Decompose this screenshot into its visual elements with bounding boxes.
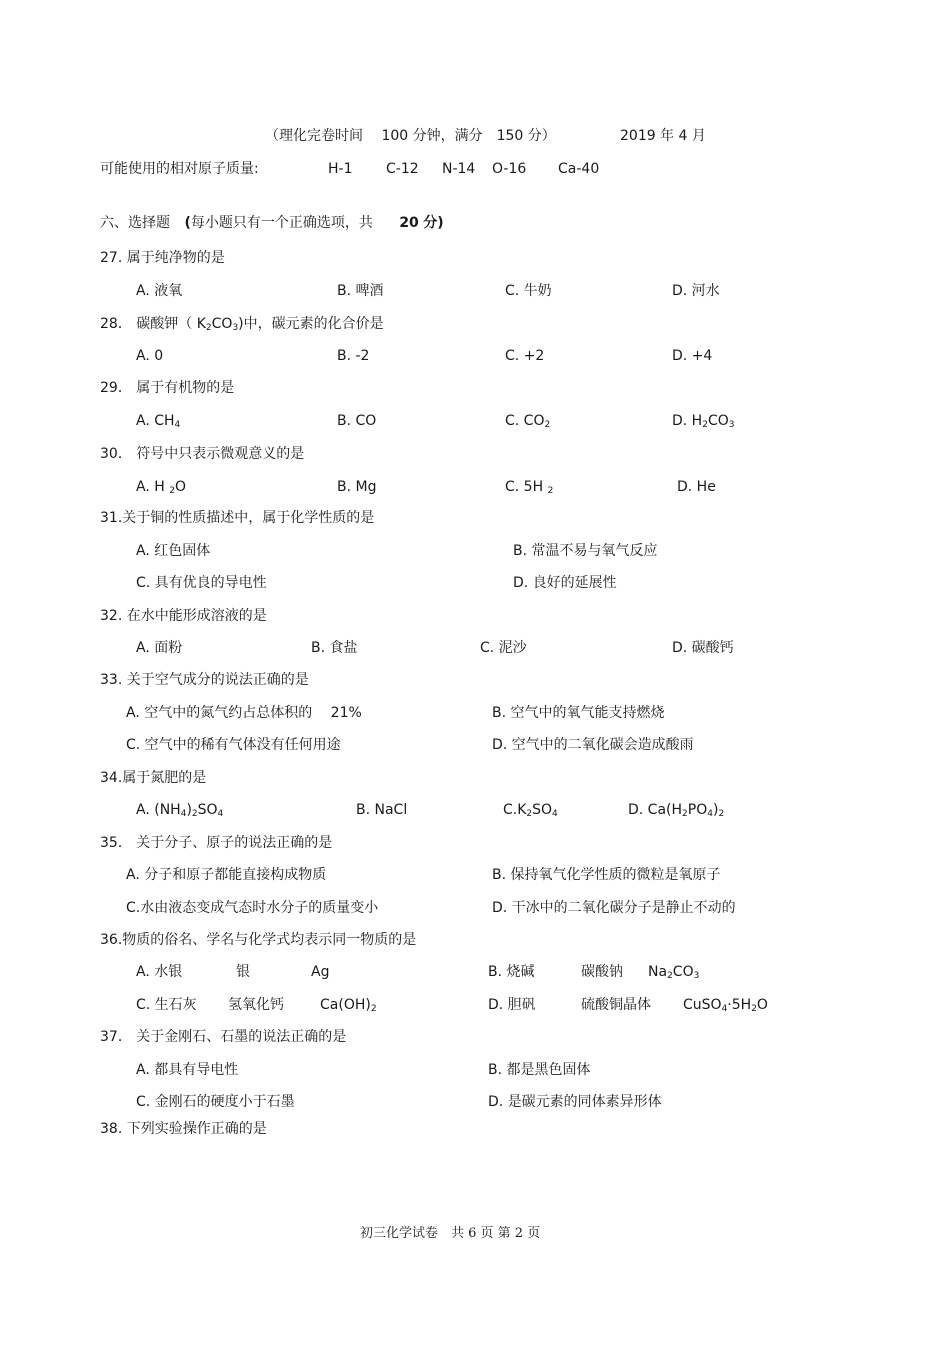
section-note-text: 每小题只有一个正确选项，共: [190, 215, 373, 231]
q37-option-b: B. 都是黑色固体: [488, 1062, 591, 1078]
q29-a-text: A. CH: [136, 413, 175, 429]
q37-stem: 37． 关于金刚石、石墨的说法正确的是: [100, 1029, 347, 1045]
q35-option-c: C.水由液态变成气态时水分子的质量变小: [126, 900, 379, 916]
section-title: [100, 213, 444, 233]
section-title-text: 六、选择题: [100, 215, 170, 231]
q34-c-mid: SO: [532, 802, 553, 818]
q30-option-a: [136, 477, 186, 497]
q33-stem: 33. 关于空气成分的说法正确的是: [100, 672, 309, 688]
q29-option-b: B. CO: [337, 413, 377, 429]
q34-a-mid: ): [186, 802, 192, 818]
q37-option-d: D. 是碳元素的同体素异形体: [488, 1094, 662, 1110]
q36-b-formula-mid: CO: [672, 964, 694, 980]
q27-option-a: A. 液氧: [136, 283, 183, 299]
q35-stem: 35． 关于分子、原子的说法正确的是: [100, 835, 333, 851]
q36-c-formula-sub: 2: [370, 1004, 377, 1014]
q36-option-c-name: C. 生石灰: [136, 997, 197, 1013]
q27-option-d: D. 河水: [672, 283, 720, 299]
section-note-open: (: [184, 215, 191, 231]
q34-a-sub2: 2: [191, 809, 198, 819]
atomic-mass-o: O-16: [492, 161, 527, 177]
q34-c-sub2: 4: [552, 809, 558, 819]
q35-option-b: B. 保持氧气化学性质的微粒是氧原子: [492, 867, 721, 883]
q29-option-c: [505, 411, 550, 431]
q33-option-d: D. 空气中的二氧化碳会造成酸雨: [492, 737, 694, 753]
page-footer: 初三化学试卷 共 6 页 第 2 页: [360, 1226, 541, 1241]
q36-option-d-name: D. 胆矾: [488, 997, 536, 1013]
q36-option-a-sci: 银: [236, 964, 250, 980]
atomic-mass-n: N-14: [442, 161, 476, 177]
q31-option-b: B. 常温不易与氧气反应: [513, 543, 658, 559]
q29-d-mid: CO: [707, 413, 729, 429]
q36-option-b-name: B. 烧碱: [488, 964, 535, 980]
q36-option-a-name: A. 水银: [136, 964, 183, 980]
q28-sub-3: 3: [232, 323, 239, 333]
q34-d-sub1: 2: [682, 809, 688, 819]
q34-c-sub1: 2: [526, 809, 533, 819]
q30-stem: 30． 符号中只表示微观意义的是: [100, 446, 305, 462]
q36-option-c-formula: [320, 995, 377, 1015]
q30-a-text: A. H: [136, 479, 170, 495]
q28-stem-post: )中，碳元素的化合价是: [238, 316, 384, 332]
q34-d-mid: PO: [687, 802, 708, 818]
q31-option-a: A. 红色固体: [136, 543, 211, 559]
atomic-mass-label: 可能使用的相对原子质量:: [100, 161, 259, 177]
q36-option-d-formula: [683, 995, 768, 1015]
q36-d-formula-sub2: 2: [751, 1004, 757, 1014]
q28-option-a: A. 0: [136, 348, 164, 364]
q32-option-b: B. 食盐: [311, 640, 358, 656]
q36-b-formula-sub1: 2: [667, 971, 673, 981]
q36-b-formula-pre: Na: [648, 964, 668, 980]
q34-a-sub3: 4: [217, 809, 224, 819]
q30-a-sub: 2: [169, 486, 175, 496]
q28-option-c: C. +2: [505, 348, 545, 364]
q27-stem: 27. 属于纯净物的是: [100, 250, 225, 266]
atomic-mass-h: H-1: [328, 161, 353, 177]
q35-option-a: A. 分子和原子都能直接构成物质: [126, 867, 327, 883]
q30-option-b: B. Mg: [337, 479, 377, 495]
q33-option-b: B. 空气中的氧气能支持燃烧: [492, 705, 665, 721]
q32-option-d: D. 碳酸钙: [672, 640, 734, 656]
q30-option-d: D. He: [677, 479, 716, 495]
q29-option-d: [672, 411, 734, 431]
q34-a-text: A. (NH: [136, 802, 181, 818]
q29-option-a: [136, 411, 180, 431]
q36-option-d-sci: 硫酸铜晶体: [581, 997, 651, 1013]
q34-a-sub1: 4: [180, 809, 187, 819]
q32-stem: 32. 在水中能形成溶液的是: [100, 608, 267, 624]
q34-option-c: [503, 800, 558, 820]
q29-d-sub2: 3: [728, 420, 735, 430]
q29-d-sub1: 2: [702, 420, 708, 430]
q37-option-c: C. 金刚石的硬度小于石墨: [136, 1094, 295, 1110]
q28-option-b: B. -2: [337, 348, 370, 364]
q29-a-sub: 4: [174, 420, 181, 430]
q29-stem: 29． 属于有机物的是: [100, 380, 235, 396]
q28-stem: [100, 314, 384, 334]
q36-d-formula-sub1: 4: [721, 1004, 728, 1014]
q36-c-formula-pre: Ca(OH): [320, 997, 371, 1013]
q29-c-text: C. CO: [505, 413, 545, 429]
q28-stem-pre: 28． 碳酸钾（ K: [100, 316, 206, 332]
q38-stem: 38. 下列实验操作正确的是: [100, 1121, 267, 1137]
q34-option-b: B. NaCl: [356, 802, 408, 818]
exam-time: （理化完卷时间 100 分钟，满分 150 分）: [265, 128, 556, 144]
q34-a-post: SO: [197, 802, 218, 818]
q36-option-c-sci: 氢氧化钙: [228, 997, 284, 1013]
q29-d-text: D. H: [672, 413, 703, 429]
exam-date: 2019 年 4 月: [620, 128, 706, 144]
q34-option-d: [628, 800, 724, 820]
q33-option-c: C. 空气中的稀有气体没有任何用途: [126, 737, 341, 753]
q36-option-a-formula: Ag: [311, 964, 330, 980]
q36-d-formula-pre: CuSO: [683, 997, 722, 1013]
q36-d-formula-post: O: [756, 997, 768, 1013]
q28-option-d: D. +4: [672, 348, 713, 364]
q34-d-post: ): [712, 802, 719, 818]
q28-sub-2: 2: [205, 323, 212, 333]
q34-d-sub3: 2: [718, 809, 725, 819]
q29-c-sub: 2: [544, 420, 551, 430]
section-note-close: 分): [423, 215, 444, 231]
q36-b-formula-sub2: 3: [693, 971, 700, 981]
q34-d-text: D. Ca(H: [628, 802, 683, 818]
q36-option-b-sci: 碳酸钠: [581, 964, 623, 980]
q32-option-c: C. 泥沙: [480, 640, 527, 656]
q27-option-c: C. 牛奶: [505, 283, 552, 299]
q34-c-text: C.K: [503, 802, 527, 818]
q36-stem: 36.物质的俗名、学名与化学式均表示同一物质的是: [100, 932, 417, 948]
q30-c-sub: 2: [547, 486, 554, 496]
atomic-mass-c: C-12: [386, 161, 419, 177]
q34-stem: 34.属于氮肥的是: [100, 770, 207, 786]
q33-option-a: A. 空气中的氮气约占总体积的 21%: [126, 705, 362, 721]
q30-a-post: O: [174, 479, 186, 495]
q30-c-text: C. 5H: [505, 479, 548, 495]
q35-option-d: D. 干冰中的二氧化碳分子是静止不动的: [492, 900, 736, 916]
q28-stem-mid: CO: [211, 316, 233, 332]
q27-option-b: B. 啤酒: [337, 283, 384, 299]
q31-stem: 31.关于铜的性质描述中，属于化学性质的是: [100, 510, 375, 526]
q34-d-sub2: 4: [707, 809, 713, 819]
q31-option-d: D. 良好的延展性: [513, 575, 617, 591]
q36-d-formula-mid: ·5H: [727, 997, 752, 1013]
q32-option-a: A. 面粉: [136, 640, 183, 656]
q34-option-a: [136, 800, 223, 820]
atomic-mass-ca: Ca-40: [558, 161, 600, 177]
section-points: 20: [399, 215, 419, 231]
q31-option-c: C. 具有优良的导电性: [136, 575, 267, 591]
q30-option-c: [505, 477, 553, 497]
q36-option-b-formula: [648, 962, 699, 982]
q37-option-a: A. 都具有导电性: [136, 1062, 239, 1078]
